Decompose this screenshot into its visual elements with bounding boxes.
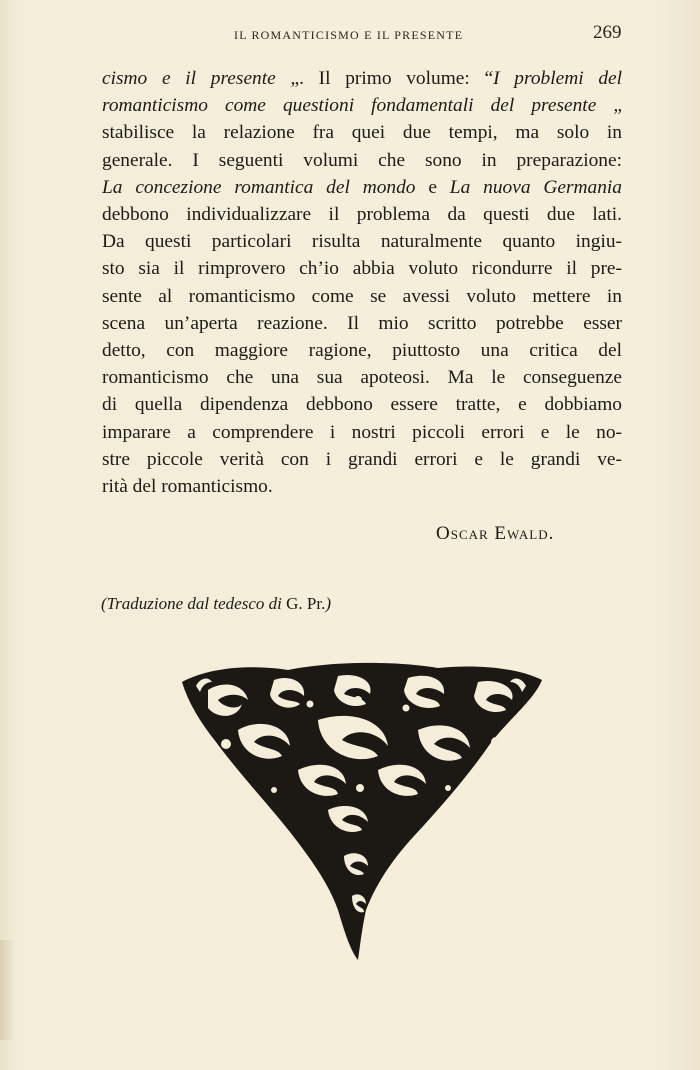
text-line — [102, 391, 622, 418]
translator-name: G. Pr. — [286, 594, 326, 613]
text-run: rità del romanticismo. — [102, 476, 273, 498]
translator-note-prefix: (Traduzione dal tedesco di — [101, 594, 287, 613]
text-line — [102, 147, 622, 174]
text-line — [102, 174, 622, 201]
text-line — [102, 337, 622, 364]
text-run: e — [415, 176, 450, 198]
author-signature: Oscar Ewald. — [436, 523, 555, 544]
text-run: stre piccole verità con i grandi errori e le grandi ve- — [102, 448, 622, 470]
page-edge-shadow — [0, 940, 14, 1040]
page-number: 269 — [593, 22, 622, 43]
text-line — [102, 446, 622, 473]
text-line — [102, 65, 622, 92]
text-line — [102, 364, 622, 391]
text-line — [102, 201, 622, 228]
text-run: Da questi particolari risulta naturalmente quanto ingiu- — [102, 231, 622, 253]
translator-note-suffix: ) — [325, 594, 331, 613]
text-line — [102, 92, 622, 119]
text-run: scena un’aperta reazione. Il mio scritto potrebbe esser — [102, 312, 622, 334]
text-run: „. Il primo volume: “ — [275, 68, 494, 89]
text-run: „ — [596, 95, 622, 117]
body-paragraph — [102, 65, 622, 500]
text-run: debbono individualizzare il problema da questi due lati. — [102, 204, 622, 226]
text-line — [102, 283, 622, 310]
italic-text: La concezione romantica del mondo — [102, 176, 416, 198]
text-run: detto, con maggiore ragione, piuttosto una critica del — [102, 340, 622, 362]
text-run: imparare a comprendere i nostri piccoli errori e le no- — [102, 421, 622, 443]
text-line — [102, 310, 622, 337]
text-line — [102, 255, 622, 282]
text-run: di quella dipendenza debbono essere tratte, e dobbiamo — [102, 394, 622, 416]
text-line — [102, 228, 622, 255]
text-run: romanticismo che una sua apoteosi. Ma le conseguenze — [102, 367, 622, 389]
italic-text: I problemi del — [493, 68, 622, 89]
italic-text: cismo e il presente — [102, 68, 276, 89]
text-line — [102, 119, 622, 146]
translator-note — [101, 594, 331, 614]
text-run: sto sia il rimprovero ch’io abbia voluto ricondurre il pre- — [102, 258, 622, 280]
italic-text: romanticismo come questioni fondamentali del presente — [102, 95, 597, 117]
floral-tailpiece-ornament-icon — [178, 660, 544, 962]
text-run: generale. I seguenti volumi che sono in preparazione: — [102, 149, 622, 171]
italic-text: La nuova Germania — [449, 176, 622, 198]
text-line — [102, 419, 622, 446]
text-run: stabilisce la relazione fra quei due tempi, ma solo in — [102, 122, 622, 144]
running-title: IL ROMANTICISMO E IL PRESENTE — [234, 28, 464, 42]
text-line — [102, 473, 622, 500]
text-run: sente al romanticismo come se avessi voluto mettere in — [102, 285, 622, 307]
